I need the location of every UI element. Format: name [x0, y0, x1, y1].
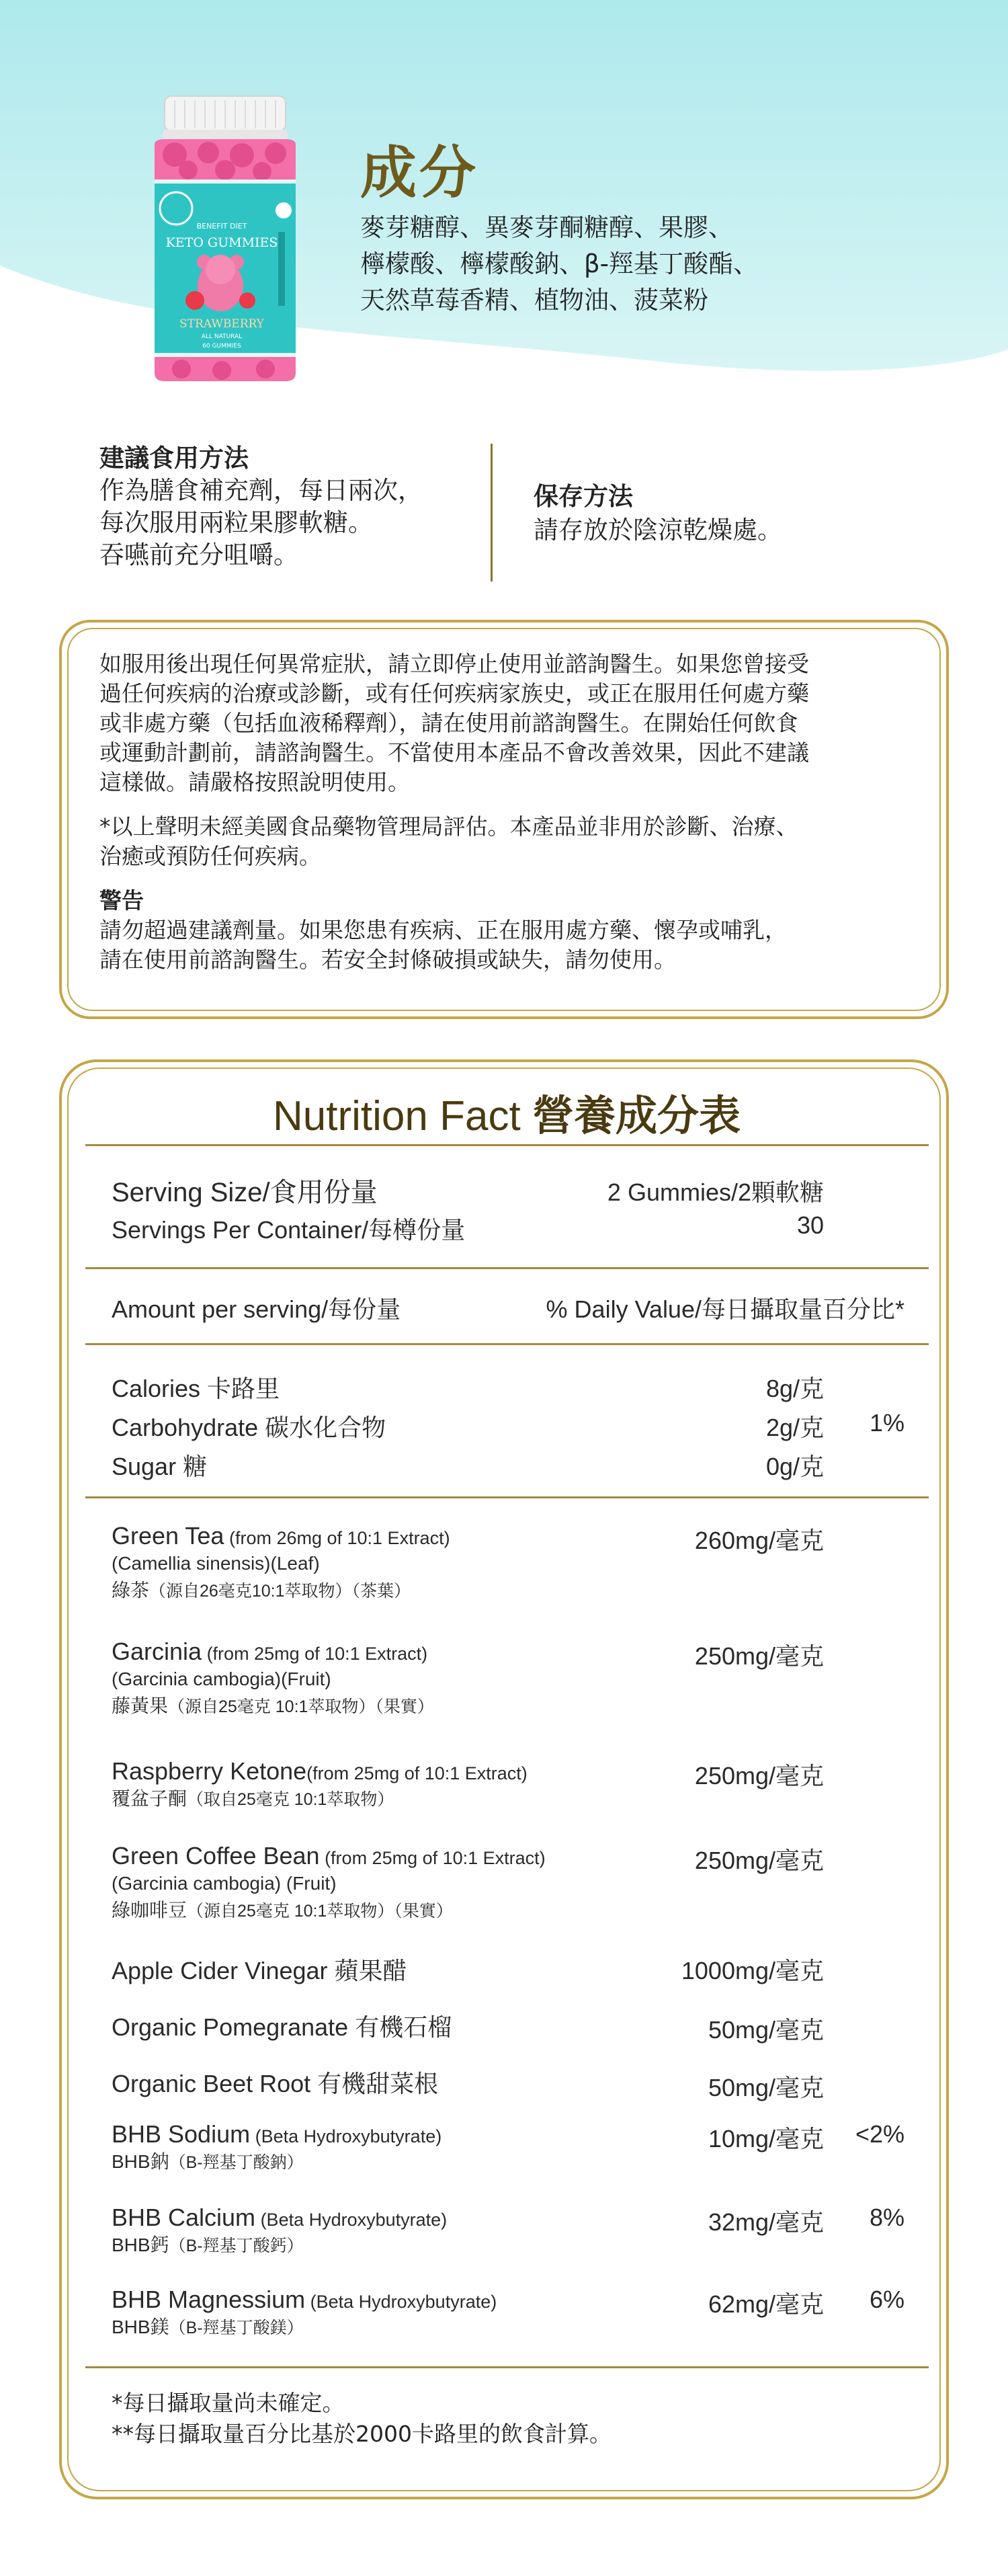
ingredient-row	[112, 1842, 905, 1929]
caution-title: 警告	[99, 887, 144, 914]
macro-row	[112, 1409, 905, 1443]
ingredient-zh: BHB鈉	[112, 2151, 169, 2172]
nutrition-facts-box	[59, 1059, 949, 2499]
usage-title: 建議食用方法	[99, 444, 249, 473]
ingredient-row	[112, 2065, 905, 2099]
divider	[85, 1267, 929, 1269]
ingredient-zh: BHB鎂	[112, 2317, 169, 2337]
ingredient-zh-note: （Β-羥基丁酸鈣）	[169, 2237, 304, 2255]
nutrition-footnotes	[112, 2388, 612, 2450]
ingredient-value: 32mg/毫克	[708, 2208, 824, 2236]
divider	[85, 1496, 929, 1498]
footnote: *每日攝取量尚未確定。	[112, 2390, 345, 2416]
ingredient-row	[112, 2120, 905, 2181]
text-line: 如服用後出現任何異常症狀，請立即停止使用並諮詢醫生。如果您曾接受	[99, 651, 809, 677]
ingredient-zh: 覆盆子酮	[112, 1788, 187, 1809]
bottle-flavor: STRAWBERRY	[179, 317, 265, 331]
ingredient-value: 1000mg/毫克	[681, 1957, 824, 1984]
usage-line: 作為膳食補充劑，每日兩次，	[99, 476, 423, 505]
bottle-count: 60 GUMMIES	[202, 343, 241, 350]
ingredient-zh: 綠茶	[112, 1580, 150, 1601]
ingredient-value: 50mg/毫克	[708, 2016, 824, 2044]
text-line: 請在使用前諮詢醫生。若安全封條破損或缺失，請勿使用。	[99, 947, 676, 973]
ingredient-name: BHB Calcium	[112, 2204, 256, 2231]
ingredient-sub: (Garcinia cambogia)(Fruit)	[112, 1668, 331, 1689]
macro-label: Calories 卡路里	[112, 1375, 280, 1402]
ingredient-zh-note: （取自25毫克 10:1萃取物）	[187, 1790, 394, 1809]
text-line: 或運動計劃前，請諮詢醫生。不當使用本產品不會改善效果，因此不建議	[99, 739, 809, 766]
ingredient-note: (from 25mg of 10:1 Extract)	[319, 1848, 546, 1868]
serving-size-value: 2 Gummies/2顆軟糖	[607, 1178, 824, 1206]
ingredient-zh: 綠咖啡豆	[112, 1900, 187, 1921]
ingredient-zh: BHB鈣	[112, 2235, 169, 2255]
ingredient-dv: <2%	[855, 2120, 905, 2148]
nutrition-title	[62, 1082, 952, 1142]
ingredient-row	[112, 1952, 905, 1986]
ingredient-sub: (Garcinia cambogia) (Fruit)	[112, 1873, 337, 1894]
caution-paragraph	[99, 886, 913, 975]
ingredient-zh-note: （源自25毫克 10:1萃取物）（果實）	[187, 1902, 453, 1921]
ingredient-zh-note: （Β-羥基丁酸鈉）	[169, 2153, 304, 2172]
macro-label: Sugar 糖	[112, 1453, 208, 1480]
macro-row	[112, 1370, 905, 1404]
macro-label: Carbohydrate 碳水化合物	[112, 1414, 386, 1441]
ingredient-value: 250mg/毫克	[694, 1847, 824, 1874]
nutrition-title-en: Nutrition Fact	[273, 1093, 521, 1139]
ingredient-name: Green Tea	[112, 1522, 224, 1549]
ingredients-title: 成分	[360, 139, 479, 206]
serving-size-label: Serving Size/食用份量	[112, 1178, 378, 1207]
ingredient-name: BHB Magnessium	[112, 2286, 306, 2313]
ingredient-value: 250mg/毫克	[694, 1642, 824, 1670]
nutrition-title-zh: 營養成分表	[532, 1091, 741, 1140]
ingredient-note: (from 25mg of 10:1 Extract)	[202, 1644, 428, 1664]
bottle-brand: BENEFIT DIET	[196, 222, 247, 231]
ingredient-name: Organic Beet Root 有機甜菜根	[112, 2070, 439, 2097]
ingredient-name: Raspberry Ketone	[112, 1757, 307, 1785]
text-line: *以上聲明未經美國食品藥物管理局評估。本產品並非用於診斷、治療、	[99, 813, 798, 840]
ingredient-value: 260mg/毫克	[694, 1527, 824, 1554]
ingredient-dv: 6%	[869, 2286, 905, 2313]
amount-per-serving-label: Amount per serving/每份量	[112, 1295, 401, 1323]
macro-dv: 1%	[869, 1409, 905, 1437]
macro-value: 0g/克	[765, 1453, 824, 1480]
ingredient-note: (from 25mg of 10:1 Extract)	[306, 1763, 528, 1783]
ingredient-note: (from 26mg of 10:1 Extract)	[224, 1528, 450, 1548]
ingredient-note: (Beta Hydroxybutyrate)	[255, 2210, 448, 2230]
ingredient-row	[112, 2204, 905, 2264]
bottle-product-name: KETO GUMMIES	[165, 235, 278, 250]
ingredient-value: 62mg/毫克	[708, 2290, 824, 2318]
fda-statement	[99, 812, 913, 871]
ingredient-zh-note: （源自26毫克10:1萃取物）（茶葉）	[149, 1582, 411, 1601]
ingredient-note: (Beta Hydroxybutyrate)	[305, 2292, 497, 2312]
ingredient-value: 50mg/毫克	[708, 2074, 824, 2101]
ingredient-name: Apple Cider Vinegar 蘋果醋	[112, 1957, 407, 1984]
daily-value-label: % Daily Value/每日攝取量百分比*	[546, 1295, 905, 1323]
storage-section	[534, 480, 950, 547]
ingredient-value: 10mg/毫克	[708, 2125, 824, 2152]
ingredient-line: 天然草莓香精、植物油、菠菜粉	[360, 286, 708, 315]
warning-box	[59, 620, 949, 1019]
disclaimer-paragraph	[99, 649, 913, 797]
macro-value: 2g/克	[765, 1414, 824, 1441]
ingredient-row	[112, 1757, 905, 1818]
text-line: 治癒或預防任何疾病。	[99, 843, 321, 869]
ingredient-note: (Beta Hydroxybutyrate)	[250, 2126, 442, 2146]
usage-section	[99, 442, 476, 571]
bottle-flavor-note: ALL NATURAL	[201, 333, 243, 340]
divider	[85, 2366, 929, 2368]
text-line: 請勿超過建議劑量。如果您患有疾病、正在服用處方藥、懷孕或哺乳，	[99, 917, 787, 943]
text-line: 這樣做。請嚴格按照說明使用。	[99, 769, 410, 795]
ingredient-row	[112, 2009, 905, 2042]
macro-row	[112, 1448, 905, 1482]
servings-per-container-value: 30	[796, 1211, 824, 1239]
ingredient-line: 麥芽糖醇、異麥芽酮糖醇、果膠、	[360, 213, 733, 242]
storage-title: 保存方法	[534, 482, 633, 511]
servings-per-container-label: Servings Per Container/每樽份量	[112, 1216, 466, 1244]
ingredient-name: Garcinia	[112, 1638, 202, 1665]
ingredient-name: Organic Pomegranate 有機石榴	[112, 2013, 452, 2041]
ingredient-line: 檸檬酸、檸檬酸鈉、β-羥基丁酸酯、	[360, 249, 758, 278]
ingredient-row	[112, 1522, 905, 1609]
section-divider	[491, 444, 493, 581]
ingredient-value: 250mg/毫克	[694, 1762, 824, 1789]
text-line: 或非處方藥（包括血液稀釋劑），請在使用前諮詢醫生。在開始任何飲食	[99, 710, 798, 736]
macro-value: 8g/克	[765, 1375, 824, 1402]
ingredient-name: BHB Sodium	[112, 2120, 251, 2148]
ingredient-sub: (Camellia sinensis)(Leaf)	[112, 1553, 320, 1574]
ingredient-row	[112, 1638, 905, 1725]
ingredient-zh: 藤黃果	[112, 1695, 169, 1716]
footnote: **每日攝取量百分比基於2000卡路里的飲食計算。	[112, 2421, 612, 2447]
usage-line: 吞嚥前充分咀嚼。	[99, 540, 298, 569]
ingredient-row	[112, 2286, 905, 2346]
text-line: 過任何疾病的治療或診斷，或有任何疾病家族史，或正在服用任何處方藥	[99, 680, 809, 707]
usage-line: 每次服用兩粒果膠軟糖。	[99, 508, 373, 537]
ingredients-list	[360, 210, 965, 319]
divider	[85, 1144, 929, 1146]
storage-text: 請存放於陰涼乾燥處。	[534, 516, 782, 545]
product-bottle-image	[134, 91, 316, 387]
ingredient-dv: 8%	[869, 2204, 905, 2231]
ingredient-name: Green Coffee Bean	[112, 1842, 320, 1869]
ingredient-zh-note: （源自25毫克 10:1萃取物）（果實）	[168, 1697, 434, 1716]
divider	[85, 1343, 929, 1345]
ingredient-zh-note: （Β-羥基丁酸鎂）	[169, 2319, 304, 2337]
